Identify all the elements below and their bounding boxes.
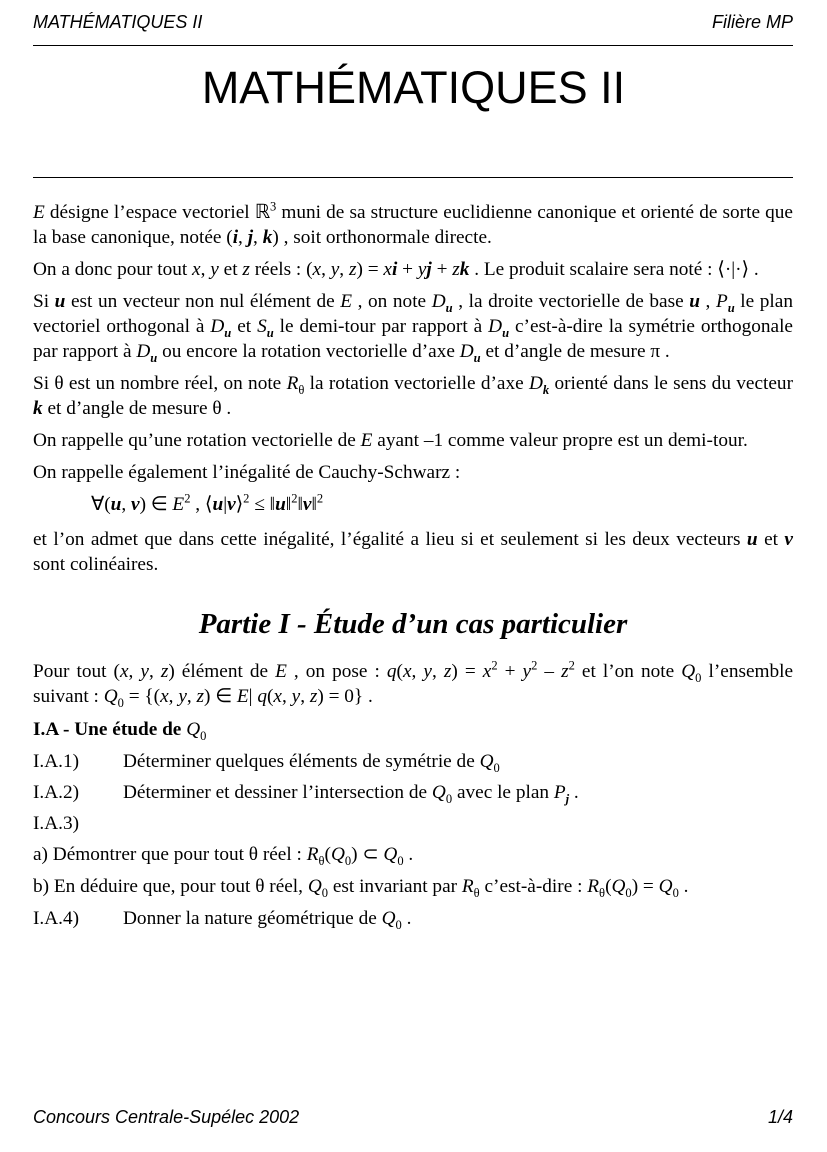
question-number: I.A.1) — [33, 751, 80, 772]
question-item — [33, 906, 793, 931]
page-title: MATHÉMATIQUES II — [201, 62, 626, 113]
sub-question: a) Démontrer que pour tout θ réel : $R_\theta(Q_0)$ ⊂ $Q_0$ . — [33, 844, 414, 868]
part-intro: Pour tout (x, y, z) élément de E , on pose : q(x, y, $z) = x^2 + y^2 - z^2$ et l’on note $Q_0$ l’ensemble suivant : $Q_0 = \{(x$, y, z) ∈ E| q(x, y, z) = 0} . — [33, 658, 794, 710]
section-heading: I.A - Une étude de $Q_0$ — [33, 719, 207, 743]
intro-paragraph: On rappelle également l’inégalité de Cauchy-Schwarz : — [33, 462, 461, 483]
question-text: Déterminer et dessiner l’intersection de $Q_0$ avec le plan $P_j$ . — [123, 782, 579, 806]
title-rule — [33, 177, 793, 178]
intro-paragraph: Si θ est un nombre réel, on note $R_\theta$ la rotation vectorielle d’axe $D_k$ orienté dans le sens du vecteur k et d’angle de mesure θ . — [33, 373, 793, 419]
question-text: Donner la nature géométrique de $Q_0$ . — [123, 908, 412, 932]
document-body — [33, 200, 793, 937]
question-number: I.A.3) — [33, 813, 80, 834]
question-number: I.A.4) — [33, 908, 80, 929]
intro-paragraph: On a donc pour tout x, y et z réels : (x, y, z) = xi + yj + zk . Le produit scalaire sera noté : ⟨·|·⟩ . — [33, 259, 759, 280]
header-rule — [33, 45, 793, 46]
question-item — [33, 749, 793, 774]
intro-paragraph: On rappelle qu’une rotation vectorielle de E ayant –1 comme valeur propre est un demi-tour. — [33, 430, 748, 451]
cauchy-schwarz-formula: ∀(u, v) ∈ $E^2$ , ⟨u|v⟩$^2$ ≤ ‖u‖$^2$‖v‖$^2$ — [91, 491, 324, 515]
footer-right: 1/4 — [767, 1107, 793, 1127]
question-item — [33, 811, 793, 836]
part-title: Partie I - Étude d’un cas particulier — [198, 608, 628, 640]
intro-paragraph: Si u est un vecteur non nul élément de E , on note $D_u$ , la droite vectorielle de base u , $P_u$ le plan vectoriel orthogonal à $D_u$ et $S_u$ le demi-tour par rapport à $D_u$ c’est-à-dire la symétrie orthogonale par rapport à $D_u$ ou encore la rotation vectorielle d’axe $D_u$ et d’angle de mesure π . — [33, 291, 793, 365]
intro-paragraph: et l’on admet que dans cette inégalité, l’égalité a lieu si et seulement si les deux vecteurs u et v sont colinéaires. — [33, 529, 793, 575]
header-right: Filière MP — [711, 12, 793, 32]
header-left: MATHÉMATIQUES II — [33, 12, 203, 32]
question-item — [33, 780, 793, 805]
question-text: Déterminer quelques éléments de symétrie de $Q_0$ — [123, 751, 500, 775]
intro-paragraph: E désigne l’espace vectoriel ℝ$^3$ muni de sa structure euclidienne canonique et orienté de sorte que la base canonique, notée (i, j, k) , soit orthonormale directe. — [33, 199, 793, 248]
question-number: I.A.2) — [33, 782, 80, 803]
sub-question: b) En déduire que, pour tout θ réel, $Q_0$ est invariant par $R_\theta$ c’est-à-dire : $R_\theta(Q_0) = Q_0$ . — [33, 876, 689, 900]
footer-left: Concours Centrale-Supélec 2002 — [33, 1107, 300, 1127]
